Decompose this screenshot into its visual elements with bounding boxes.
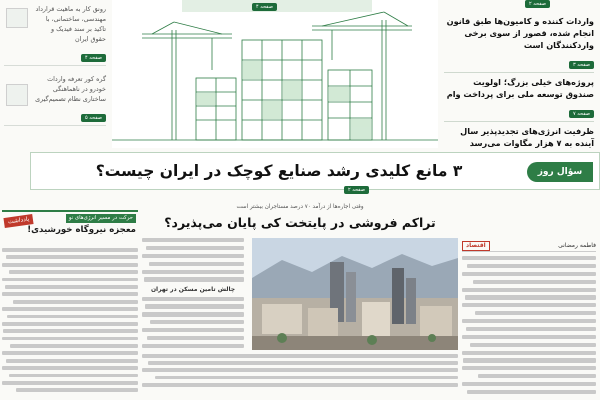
page-ref: صفحه ۵: [81, 114, 106, 122]
left-article-header: [2, 210, 138, 244]
news-item[interactable]: [444, 73, 594, 122]
article-body: [462, 256, 596, 394]
city-skyline-icon: [252, 238, 458, 350]
note-stamp: یادداشت: [3, 214, 34, 228]
author-name: فاطمه رمضانی: [558, 242, 596, 249]
news-item[interactable]: [444, 12, 594, 73]
section-logo: اقتصاد: [462, 241, 490, 251]
page-ref: صفحه ۴: [81, 54, 106, 62]
left-article-column[interactable]: [2, 210, 138, 400]
left-news-text: گره کور تعرفه واردات خودرو در ناهماهنگی ساختاری نظام تصمیم‌گیری: [35, 75, 106, 103]
banner-title: ۳ مانع کلیدی رشد صنایع کوچک در ایران چیست؟: [95, 162, 463, 180]
construction-sketch-icon: [112, 0, 438, 148]
article-side-text: [142, 238, 244, 352]
page-ref: صفحه ۴: [252, 3, 277, 11]
page-ref: صفحه ۲: [344, 186, 369, 194]
bottom-section: [0, 198, 600, 400]
tehran-city-photo[interactable]: [252, 238, 458, 350]
article-title: تراکم فروشی در پایتخت کی پایان می‌پذیرد؟: [164, 215, 436, 230]
page-ref: صفحه ۷: [569, 110, 594, 118]
author-byline: [462, 240, 596, 252]
right-article-column: [462, 240, 596, 398]
left-news-text: رونق کار به ماهیت قرارداد مهندسی، ساختمانی، با تاکید بر سند فیدیک و حقوق ایران: [35, 5, 106, 43]
left-article-body: [2, 248, 138, 392]
thumbnail-image: [6, 84, 28, 106]
top-section: [0, 0, 600, 148]
left-article-title: معجزه نیروگاه خورشیدی!: [27, 225, 136, 235]
page-ref: صفحه ۳: [569, 61, 594, 69]
article-kicker: وقتی اجاره‌ها از درآمد ۷۰ درصد مستاجران بیشتر است: [236, 204, 364, 210]
question-of-day-banner[interactable]: [30, 152, 600, 193]
thumbnail-image: [6, 8, 28, 28]
left-news-column: [0, 0, 110, 148]
question-badge: سؤال روز: [527, 162, 593, 182]
article-subhead: چالش تامین مسکن در تهران: [150, 285, 236, 293]
news-headline: ظرفیت انرژی‌های تجدیدپذیر سال آینده به ۷ هزار مگاوات می‌رسد: [460, 126, 594, 148]
page-ref: صفحه ۲: [525, 0, 550, 8]
right-news-column: [440, 0, 600, 148]
left-article-kicker: حرکت در مسیر انرژی‌های نو: [66, 214, 136, 223]
construction-illustration[interactable]: [112, 0, 438, 148]
article-body-lower: [142, 354, 458, 390]
news-headline: پروژه‌های خیلی بزرگ؛ اولویت صندوق توسعه ملی برای پرداخت وام: [446, 77, 594, 99]
main-article[interactable]: [142, 198, 458, 400]
news-headline: واردات کننده و کامیون‌ها طبق قانون انجام شده، قصور از سوی برخی واردکنندگان است: [446, 16, 594, 50]
